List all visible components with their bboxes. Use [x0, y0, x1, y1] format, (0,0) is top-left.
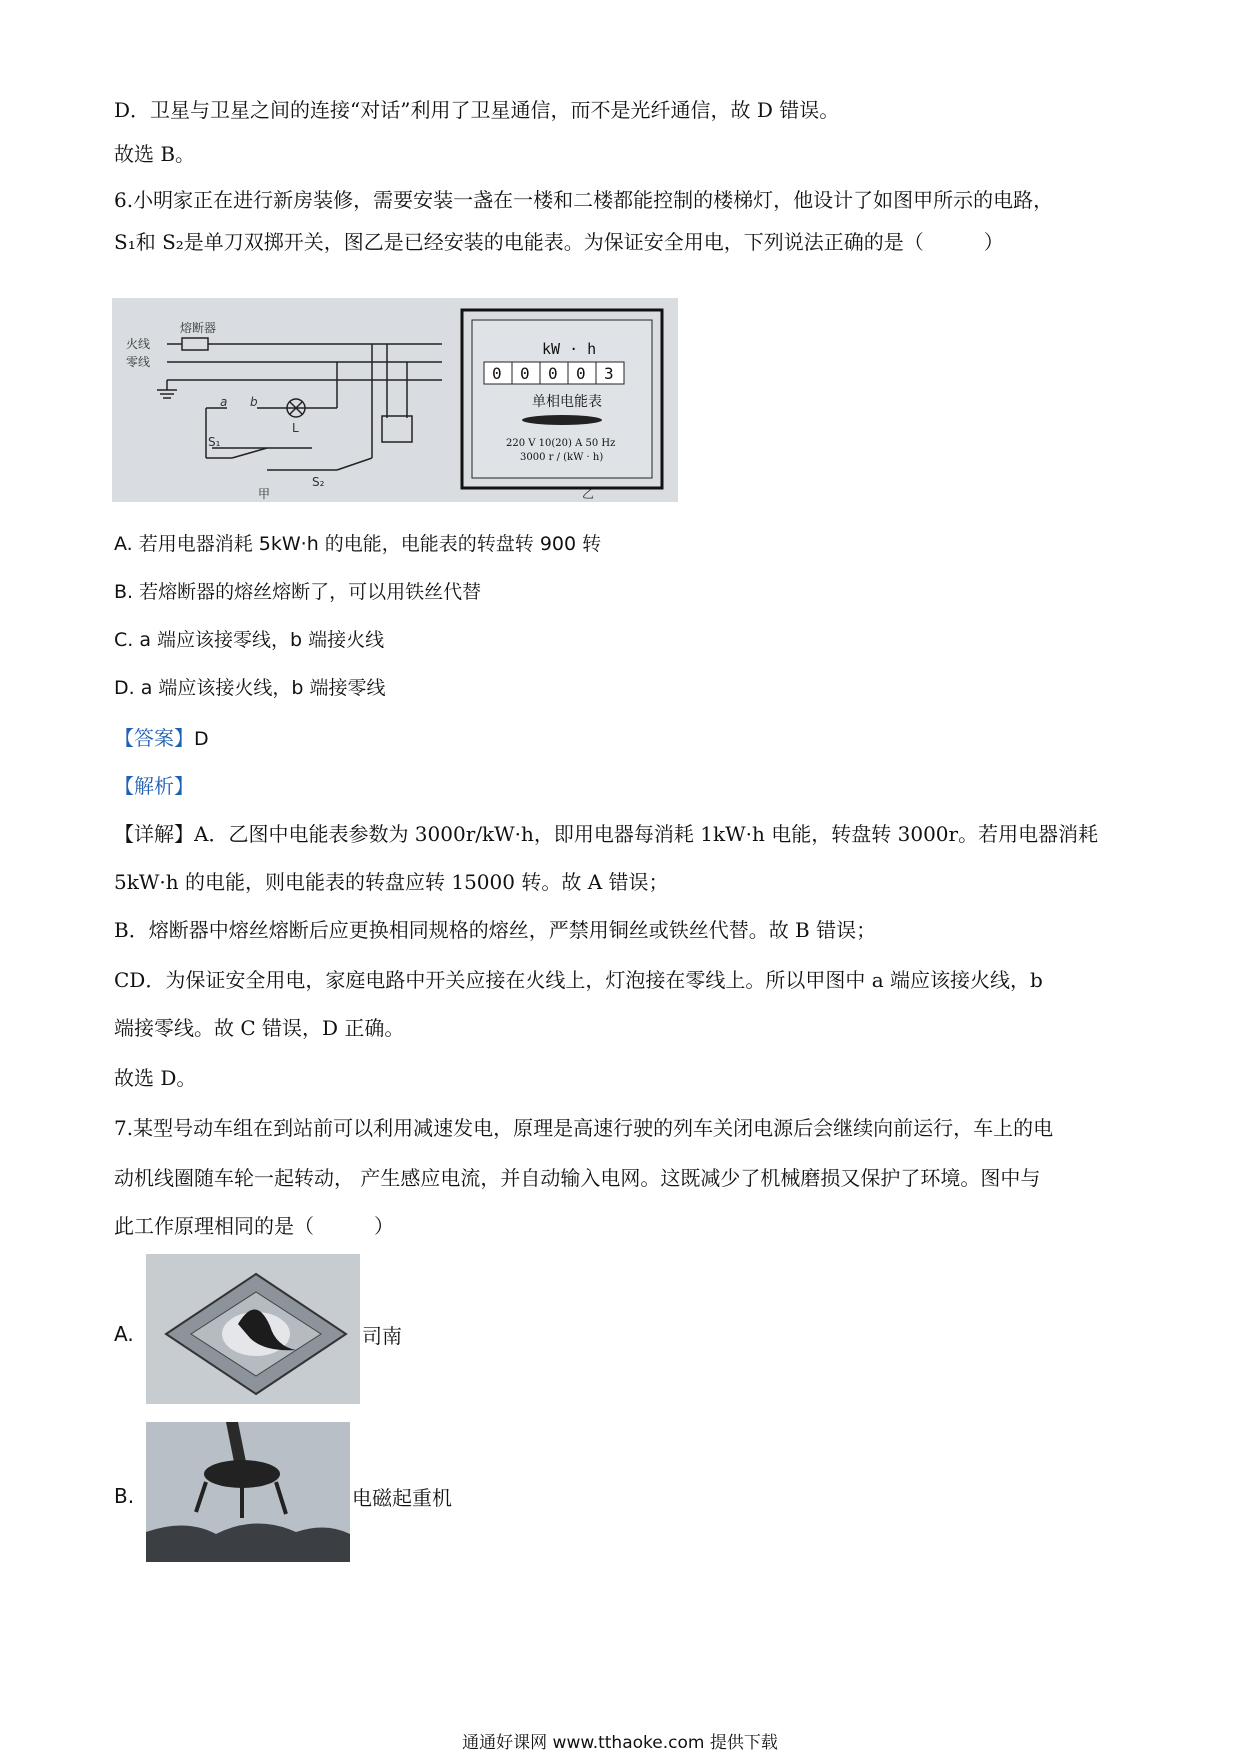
switch-s1-label: S₁: [208, 435, 221, 449]
q7-option-b-label: B.: [114, 1484, 135, 1508]
detail-tag: 【详解】: [114, 822, 194, 846]
option-d: D. a 端应该接火线，b 端接零线: [114, 677, 386, 699]
detail-line: CD．为保证安全用电，家庭电路中开关应接在火线上，灯泡接在零线上。所以甲图中 a 端应该接火线，b: [114, 968, 1043, 992]
switch-s2-label: S₂: [312, 475, 325, 489]
option-c: C. a 端应该接零线，b 端接火线: [114, 629, 385, 651]
answer-tag: 【答案】: [114, 726, 194, 750]
q7-option-a-label: A.: [114, 1322, 134, 1346]
meter-unit: kW · h: [542, 340, 597, 358]
crane-image: [146, 1422, 350, 1562]
detail-line: B．熔断器中熔丝熔断后应更换相同规格的熔丝，严禁用铜丝或铁丝代替。故 B 错误；: [114, 918, 877, 942]
meter-spec: 3000 r / (kW · h): [520, 452, 604, 463]
figure-yi-label: 乙: [582, 487, 595, 501]
question-7-stem: 此工作原理相同的是（ ）: [114, 1214, 394, 1238]
meter-digit: 0: [548, 364, 558, 383]
neutral-wire-label: 零线: [126, 355, 151, 369]
detail-line: 5kW·h 的电能，则电能表的转盘应转 15000 转。故 A 错误；: [114, 870, 669, 894]
q7-option-b-caption: 电磁起重机: [352, 1486, 452, 1510]
detail-line: 故选 D。: [114, 1066, 197, 1090]
question-6-stem: S₁和 S₂是单刀双掷开关，图乙是已经安装的电能表。为保证安全用电，下列说法正确的是（ ）: [114, 230, 1004, 254]
meter-digit: 3: [604, 364, 614, 383]
detail-line: [114, 820, 1098, 848]
fuse-label: 熔断器: [180, 321, 217, 335]
meter-spec: 220 V 10(20) A 50 Hz: [506, 438, 616, 449]
sinan-image: [146, 1254, 360, 1404]
q7-option-a-caption: 司南: [362, 1324, 402, 1348]
question-7-stem: 动机线圈随车轮一起转动， 产生感应电流，并自动输入电网。这既减少了机械磨损又保护了环境。图中与: [114, 1166, 1041, 1190]
page-footer: 通通好课网 www.tthaoke.com 提供下载: [462, 1733, 778, 1753]
live-wire-label: 火线: [126, 337, 151, 351]
terminal-a-label: a: [220, 395, 228, 409]
lamp-label: L: [292, 421, 299, 435]
figure-jia-label: 甲: [258, 487, 271, 501]
answer-line: [114, 724, 209, 753]
meter-digit: 0: [520, 364, 530, 383]
electromagnetic-crane-icon: [146, 1422, 350, 1562]
meter-digit: 0: [576, 364, 586, 383]
circuit-figure: [112, 298, 678, 502]
detail-line: 端接零线。故 C 错误，D 正确。: [114, 1016, 405, 1040]
option-a: A. 若用电器消耗 5kW·h 的电能，电能表的转盘转 900 转: [114, 533, 602, 555]
question-7-stem: 7.某型号动车组在到站前可以利用减速发电，原理是高速行驶的列车关闭电源后会继续向前运行，车上的电: [114, 1116, 1054, 1140]
meter-name: 单相电能表: [532, 394, 602, 410]
answer-value: D: [194, 728, 209, 750]
analysis-tag: 【解析】: [114, 774, 194, 798]
text-line: D．卫星与卫星之间的连接“对话”利用了卫星通信，而不是光纤通信，故 D 错误。: [114, 98, 840, 122]
detail-text: A．乙图中电能表参数为 3000r/kW·h，即用电器每消耗 1kW·h 电能，转盘转 3000r。若用电器消耗: [194, 822, 1099, 846]
sinan-compass-icon: [146, 1254, 360, 1404]
meter-digit: 0: [492, 364, 502, 383]
energy-meter: [462, 310, 662, 488]
circuit-diagram: [112, 298, 678, 502]
text-line: 故选 B。: [114, 142, 196, 166]
question-6-stem: 6.小明家正在进行新房装修，需要安装一盏在一楼和二楼都能控制的楼梯灯，他设计了如图甲所示的电路，: [114, 188, 1054, 212]
option-b: B. 若熔断器的熔丝熔断了，可以用铁丝代替: [114, 581, 482, 603]
terminal-b-label: b: [250, 395, 258, 409]
